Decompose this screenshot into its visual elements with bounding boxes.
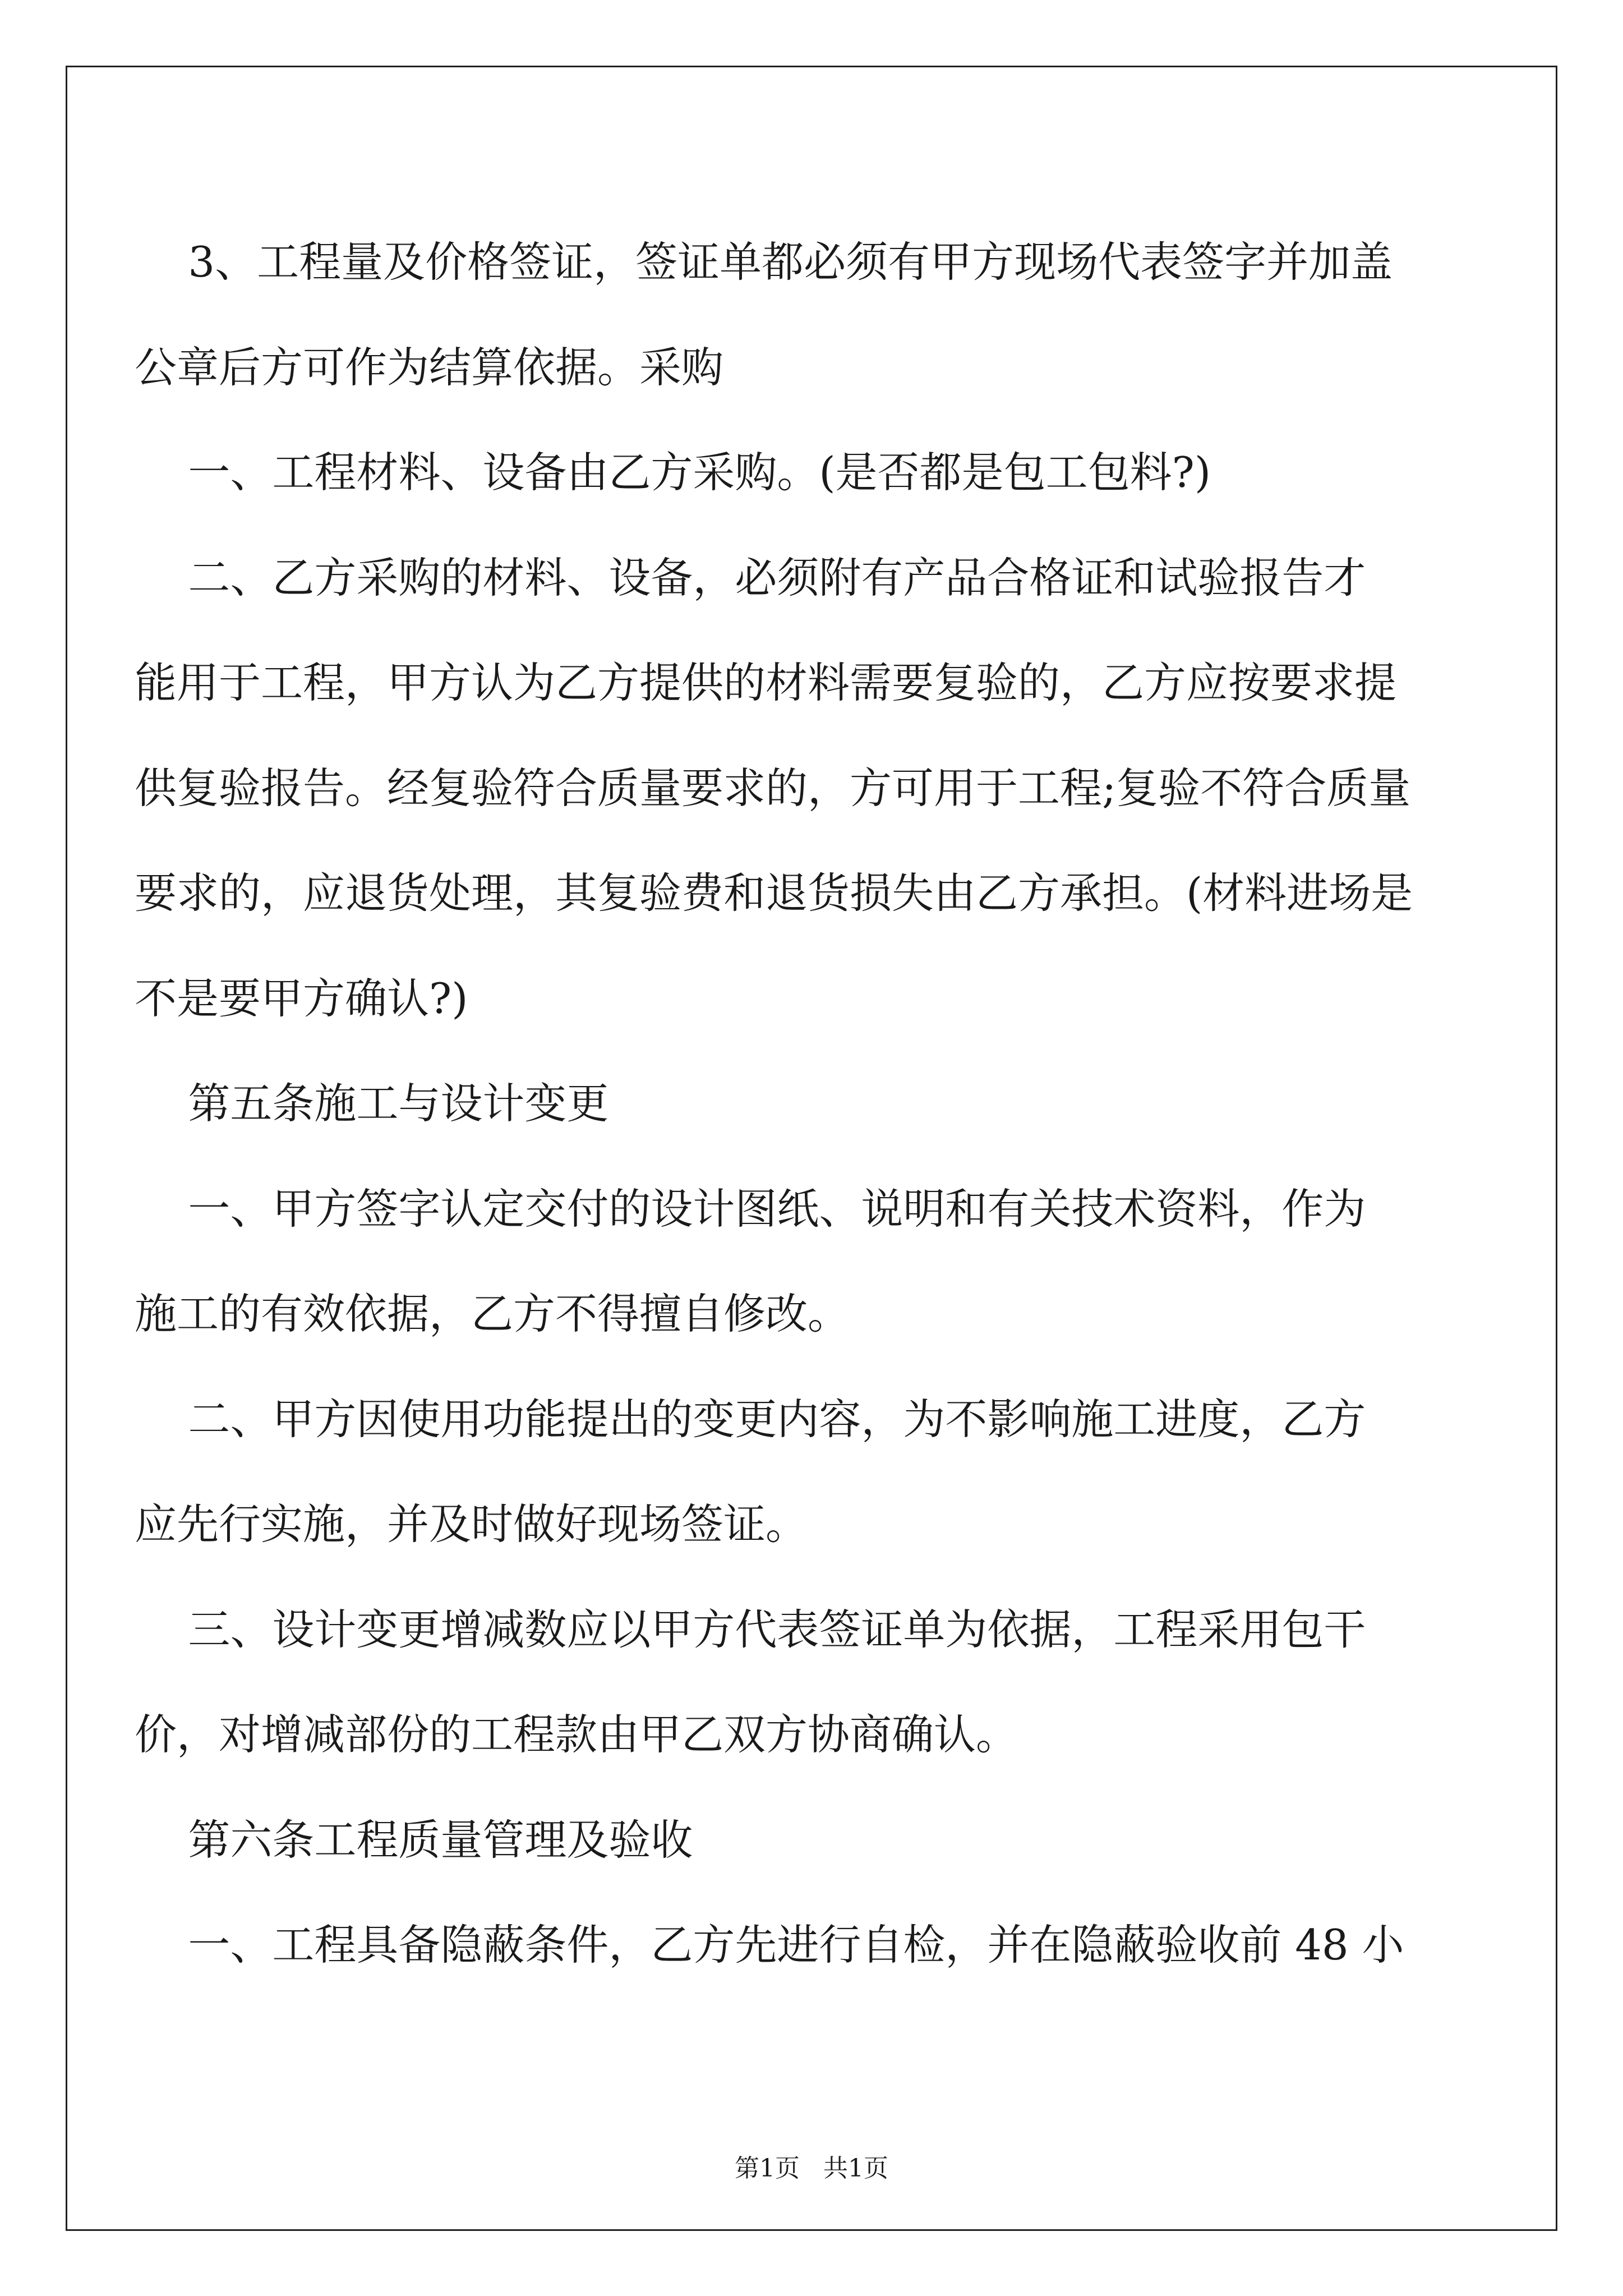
text-line: 二、乙方采购的材料、设备，必须附有产品合格证和试验报告才 xyxy=(135,553,1366,602)
text-line: 一、甲方签字认定交付的设计图纸、说明和有关技术资料，作为 xyxy=(135,1184,1366,1234)
text-line: 不是要甲方确认?) xyxy=(135,973,468,1023)
text-line: 一、工程具备隐蔽条件，乙方先进行自检，并在隐蔽验收前 48 小 xyxy=(135,1920,1404,1970)
document-body xyxy=(135,210,1441,1998)
page-number-footer: 第1页 共1页 xyxy=(735,2154,888,2183)
text-line: 三、设计变更增减数应以甲方代表签证单为依据，工程采用包干 xyxy=(135,1604,1366,1654)
text-line: 公章后方可作为结算依据。采购 xyxy=(135,342,724,392)
text-line: 应先行实施，并及时做好现场签证。 xyxy=(135,1499,808,1549)
text-line: 二、甲方因使用功能提出的变更内容，为不影响施工进度，乙方 xyxy=(135,1394,1366,1444)
text-line: 要求的，应退货处理，其复验费和退货损失由乙方承担。(材料进场是 xyxy=(135,868,1413,918)
section-heading: 第六条工程质量管理及验收 xyxy=(135,1815,693,1865)
section-heading: 第五条施工与设计变更 xyxy=(135,1079,609,1128)
text-line: 能用于工程，甲方认为乙方提供的材料需要复验的，乙方应按要求提 xyxy=(135,658,1397,707)
text-line: 价，对增减部份的工程款由甲乙双方协商确认。 xyxy=(135,1710,1018,1759)
text-line: 一、工程材料、设备由乙方采购。(是否都是包工包料?) xyxy=(135,448,1211,497)
text-line: 3、工程量及价格签证，签证单都必须有甲方现场代表签字并加盖 xyxy=(135,237,1393,287)
text-line: 供复验报告。经复验符合质量要求的，方可用于工程;复验不符合质量 xyxy=(135,763,1411,813)
text-line: 施工的有效依据，乙方不得擅自修改。 xyxy=(135,1289,850,1338)
